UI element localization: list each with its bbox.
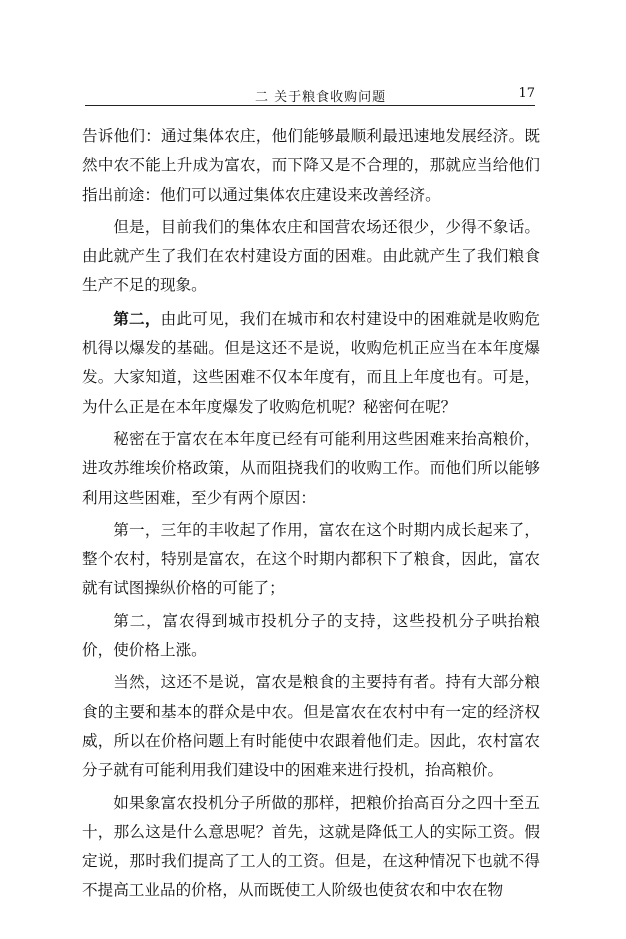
paragraph-5: [82, 516, 540, 604]
paragraph-7: [82, 668, 540, 785]
paragraph-1: [82, 122, 540, 210]
paragraph-lead: 第二，: [113, 308, 161, 328]
paragraph-text: 告诉他们：通过集体农庄，他们能够最顺利最迅速地发展经济。既然中农不能上升成为富农，而下降又是不合理的，那就应当给他们指出前途：他们可以通过集体农庄建设来改善经济。: [82, 127, 540, 204]
paragraph-text: 第一，三年的丰收起了作用，富农在这个时期内成长起来了，整个农村，特别是富农，在这个时期内都积下了粮食，因此，富农就有试图操纵价格的可能了；: [82, 520, 540, 598]
header-title: 二 关于粮食收购问题: [255, 90, 387, 105]
paragraph-2: [82, 213, 540, 301]
body-text: [82, 122, 540, 909]
paragraph-8: [82, 789, 540, 906]
page-number: 17: [518, 86, 535, 101]
paragraph-text: 如果象富农投机分子所做的那样，把粮价抬高百分之四十至五十，那么这是什么意思呢？首先，这就是降低工人的实际工资。假定说，那时我们提高了工人的工资。但是，在这种情况下也就不得不提高工业品的价格，从而既使工人阶级也使贫农和中农在物: [82, 793, 540, 900]
paragraph-6: [82, 607, 540, 666]
paragraph-text: 当然，这还不是说，富农是粮食的主要持有者。持有大部分粮食的主要和基本的群众是中农。但是富农在农村中有一定的经济权威，所以在价格问题上有时能使中农跟着他们走。因此，农村富农分子就有可能利用我们建设中的困难来进行投机，抬高粮价。: [82, 673, 540, 780]
paragraph-text: 秘密在于富农在本年度已经有可能利用这些困难来抬高粮价，进攻苏维埃价格政策，从而阻挠我们的收购工作。而他们所以能够利用这些困难，至少有两个原因：: [82, 429, 540, 507]
running-header: [85, 86, 535, 108]
paragraph-text: 由此可见，我们在城市和农村建设中的困难就是收购危机得以爆发的基础。但是这还不是说，收购危机正应当在本年度爆发。大家知道，这些困难不仅本年度有，而且上年度也有。可是，为什么正是在本年度爆发了收购危机呢？秘密何在呢？: [82, 309, 540, 416]
paragraph-3: [82, 304, 540, 422]
paragraph-text: 第二，富农得到城市投机分子的支持，这些投机分子哄抬粮价，使价格上涨。: [82, 611, 540, 660]
paragraph-text: 但是，目前我们的集体农庄和国营农场还很少，少得不象话。由此就产生了我们在农村建设方面的困难。由此就产生了我们粮食生产不足的现象。: [82, 217, 540, 295]
paragraph-4: [82, 425, 540, 513]
header-rule: [85, 105, 535, 106]
